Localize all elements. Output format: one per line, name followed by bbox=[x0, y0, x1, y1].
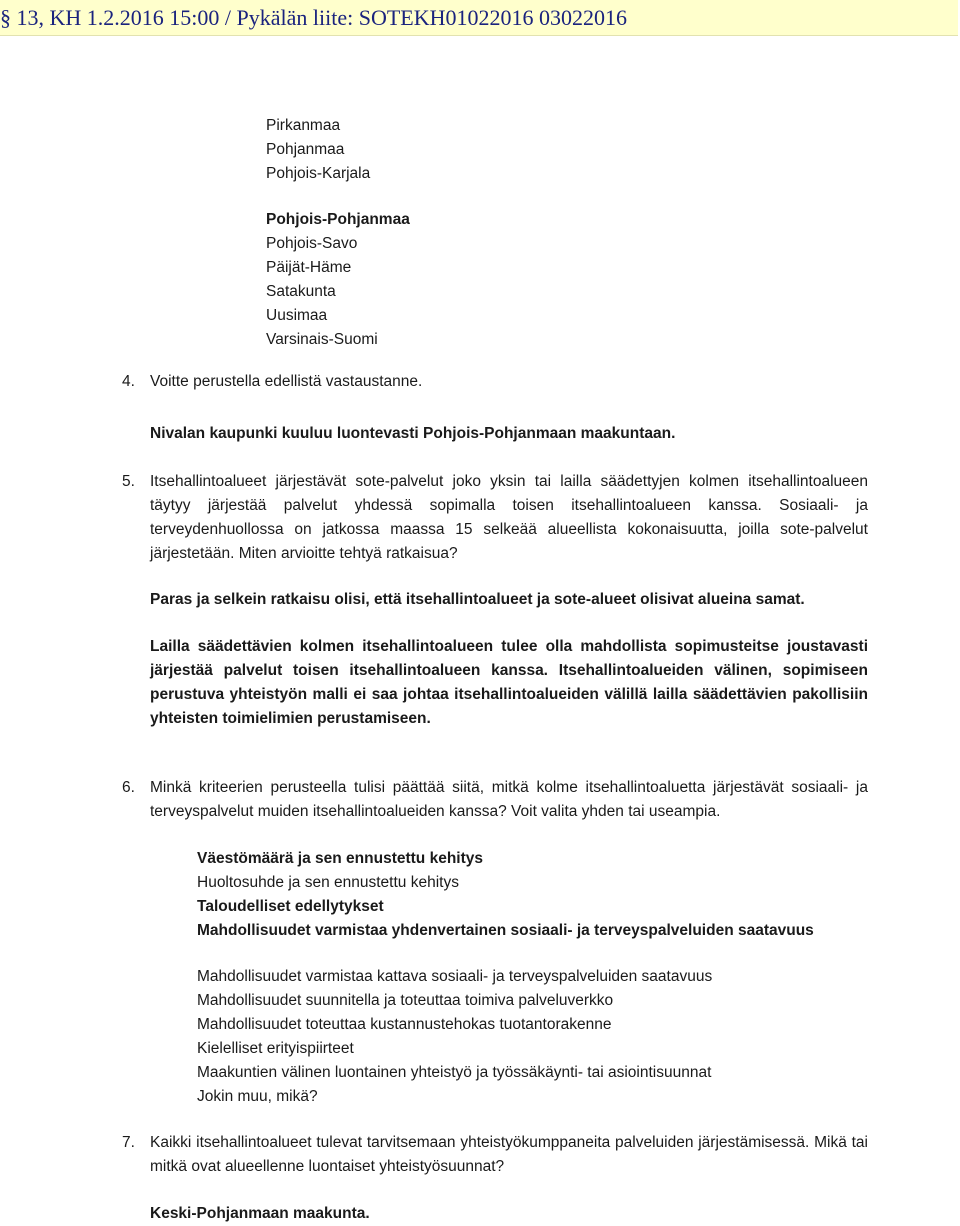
answer-text: Paras ja selkein ratkaisu olisi, että itsehallintoalueet ja sote-alueet olisivat alueina samat. bbox=[150, 591, 805, 608]
region-item: Uusimaa bbox=[266, 307, 328, 324]
criteria-item: Mahdollisuudet suunnitella ja toteuttaa toimiva palveluverkko bbox=[197, 992, 614, 1009]
region-item: Pohjois-Karjala bbox=[266, 165, 371, 182]
question-text: Kaikki itsehallintoalueet tulevat tarvitsemaan yhteistyökumppaneita palveluiden järjestämisessä. Mikä tai mitkä ovat alueellenne luontaiset yhteistyösuunnat? bbox=[150, 1134, 868, 1175]
criteria-item: Mahdollisuudet varmistaa yhdenvertainen sosiaali- ja terveyspalveluiden saatavuus bbox=[197, 922, 814, 939]
answer-text: Keski-Pohjanmaan maakunta. bbox=[150, 1205, 370, 1222]
header-text: § 13, KH 1.2.2016 15:00 / Pykälän liite: SOTEKH01022016 03022016 bbox=[0, 5, 627, 30]
region-item: Varsinais-Suomi bbox=[266, 331, 378, 348]
criteria-item: Jokin muu, mikä? bbox=[197, 1088, 318, 1105]
question-text: Minkä kriteerien perusteella tulisi päättää siitä, mitkä kolme itsehallintoaluetta järjestävät sosiaali- ja terveyspalvelut muiden itsehallintoalueiden kanssa? Voit valita yhden tai useampia. bbox=[150, 779, 868, 820]
region-item: Satakunta bbox=[266, 283, 336, 300]
question-number: 6. bbox=[122, 779, 135, 796]
answer-text: Nivalan kaupunki kuuluu luontevasti Pohjois-Pohjanmaan maakuntaan. bbox=[150, 425, 676, 442]
region-item-selected: Pohjois-Pohjanmaa bbox=[266, 211, 410, 228]
criteria-item: Maakuntien välinen luontainen yhteistyö ja työssäkäynti- tai asiointisuunnat bbox=[197, 1064, 712, 1081]
attachment-header bbox=[0, 0, 958, 36]
criteria-item: Väestömäärä ja sen ennustettu kehitys bbox=[197, 850, 484, 867]
answer-text: Lailla säädettävien kolmen itsehallintoalueen tulee olla mahdollista sopimusteitse joustavasti järjestää palvelut toisen itsehallintoalueen kanssa. Itsehallintoalueiden välinen, sopimiseen perustuva yhteistyön malli ei saa johtaa itsehallintoalueiden välillä lailla säädettävien pakollisiin yhteisten toimielimien perustamiseen. bbox=[150, 638, 868, 727]
question-number: 4. bbox=[122, 373, 135, 390]
question-text: Itsehallintoalueet järjestävät sote-palvelut joko yksin tai lailla säädettyjen kolmen itsehallintoalueen täytyy järjestää palvelut yhdessä sopimalla toisen itsehallintoalueen kanssa. Sosiaali- ja terveydenhuollossa on jatkossa maassa 15 selkeää alueellista kokonaisuutta, joilla sote-palvelut järjestetään. Miten arvioitte tehtyä ratkaisua? bbox=[150, 473, 868, 562]
criteria-item: Mahdollisuudet varmistaa kattava sosiaali- ja terveyspalveluiden saatavuus bbox=[197, 968, 713, 985]
criteria-item: Kielelliset erityispiirteet bbox=[197, 1040, 354, 1057]
region-item: Päijät-Häme bbox=[266, 259, 352, 276]
criteria-item: Taloudelliset edellytykset bbox=[197, 898, 384, 915]
criteria-item: Huoltosuhde ja sen ennustettu kehitys bbox=[197, 874, 459, 891]
region-item: Pohjois-Savo bbox=[266, 235, 358, 252]
question-text: Voitte perustella edellistä vastaustanne. bbox=[150, 373, 423, 390]
criteria-item: Mahdollisuudet toteuttaa kustannustehokas tuotantorakenne bbox=[197, 1016, 612, 1033]
question-number: 5. bbox=[122, 473, 135, 490]
region-item: Pohjanmaa bbox=[266, 141, 345, 158]
question-number: 7. bbox=[122, 1134, 135, 1151]
region-item: Pirkanmaa bbox=[266, 117, 341, 134]
